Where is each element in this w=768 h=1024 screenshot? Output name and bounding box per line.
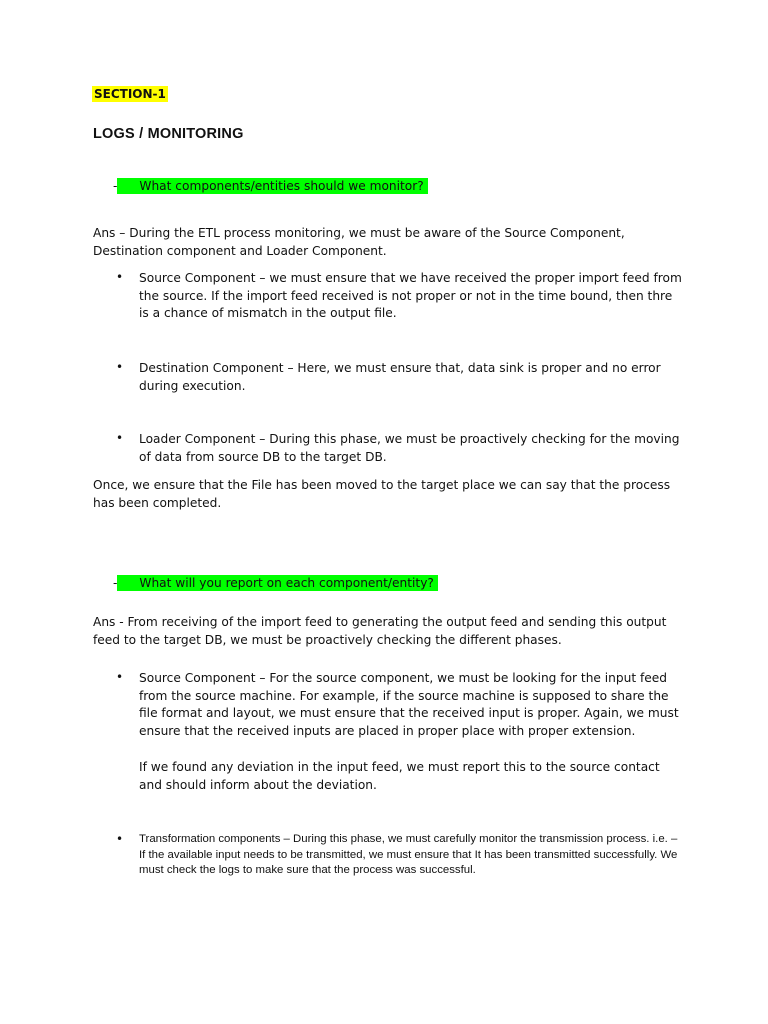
bullet-4: • [116,670,124,684]
bullet-3: • [116,431,124,445]
answer-2-item-source-followup: If we found any deviation in the input feed, we must report this to the source contact and should inform about the deviation. [139,760,660,792]
page-title: LOGS / MONITORING [93,126,244,142]
answer-1-intro: Ans – During the ETL process monitoring, we must be aware of the Source Component, Destination component and Loader Component. [93,226,625,258]
question-1 [113,179,428,193]
answer-2-item-source: Source Component – For the source component, we must be looking for the input feed from the source machine. For example, if the source machine is supposed to share the file format and layout, we must ensure that the received input is proper. Again, we must ensure that the received inputs are placed in proper place with proper extension. [139,671,679,739]
answer-2-item-transformation: Transformation components – During this phase, we must carefully monitor the transmission process. i.e. – If the available input needs to be transmitted, we must ensure that It has been transmitted successfully. We must check the logs to make sure that the process was successful. [139,833,678,876]
section-label-text: SECTION-1 [94,87,166,101]
answer-1-item-loader: Loader Component – During this phase, we must be proactively checking for the moving of data from source DB to the target DB. [139,432,680,464]
question-1-text: What components/entities should we monitor? [117,178,427,194]
answer-1-item-destination: Destination Component – Here, we must ensure that, data sink is proper and no error during execution. [139,361,661,393]
answer-2-intro: Ans - From receiving of the import feed to generating the output feed and sending this output feed to the target DB, we must be proactively checking the different phases. [93,615,667,647]
answer-1-item-source: Source Component – we must ensure that we have received the proper import feed from the source. If the import feed received is not proper or not in the time bound, then thre is a chance of mismatch in the output file. [139,271,682,321]
question-2-dash: - [113,576,118,590]
bullet-5: • [116,832,124,846]
bullet-2: • [116,360,124,374]
bullet-1: • [116,270,124,284]
answer-1-closing: Once, we ensure that the File has been moved to the target place we can say that the process has been completed. [93,478,671,510]
section-label [92,87,168,101]
question-2 [113,576,438,590]
question-1-dash: - [113,179,118,193]
question-2-text: What will you report on each component/entity? [117,575,437,591]
